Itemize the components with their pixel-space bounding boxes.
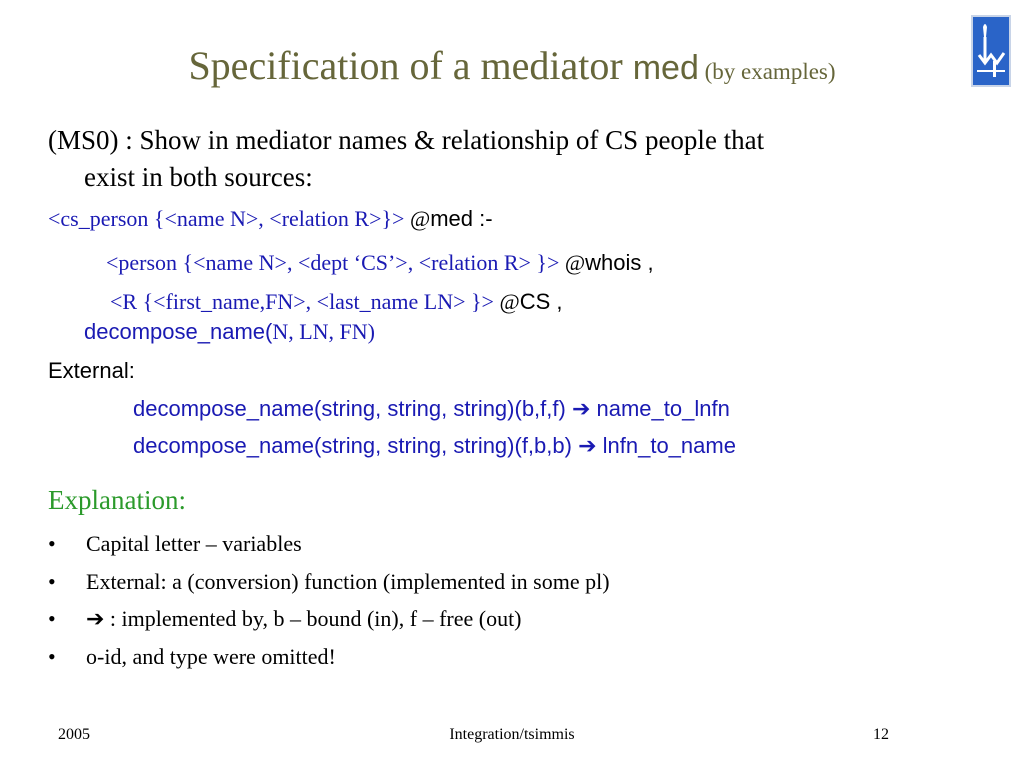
title-main: Specification of a mediator [188,43,633,88]
external-line-1-signature: decompose_name(string, string, string)(b,f,f) [133,396,572,421]
ms0-line-2: exist in both sources: [84,162,313,192]
rule-body-2-pattern: <R {<first_name,FN>, <last_name LN> }> [110,289,500,314]
footer-year: 2005 [58,726,90,743]
list-item [48,531,302,557]
list-item [48,644,336,670]
institution-logo-icon [971,15,1011,87]
rule-body-2-source: CS , [519,289,563,314]
list-item-text: External: a (conversion) function (implemented in some pl) [86,569,610,594]
list-item [48,569,610,595]
arrow-right-icon: ➔ [578,433,597,458]
external-line-1 [133,396,730,422]
page-number: 12 [873,726,889,743]
rule-body-2-at: @ [499,289,520,314]
list-item [48,606,522,632]
external-line-2-name: lnfn_to_name [596,433,736,458]
external-line-2 [133,433,736,459]
ms0-line-1: (MS0) : Show in mediator names & relationship of CS people that [48,125,765,155]
rule-head-source: med :- [430,206,493,231]
rule-head-at: @ [409,206,431,231]
arrow-right-icon: ➔ [571,396,591,421]
rule-body-3 [84,319,375,345]
bullet-icon: • [48,569,56,594]
external-label: External: [48,358,135,383]
bullet-icon: • [48,644,56,669]
external-line-2-signature: decompose_name(string, string, string)(f,b,b) [133,433,579,458]
external-line-1-name: name_to_lnfn [590,396,730,421]
rule-head-pattern: <cs_person {<name N>, <relation R>}> [48,206,410,231]
title-subtitle: (by examples) [698,59,836,84]
rule-body-1-pattern: <person {<name N>, <dept ‘CS’>, <relation R> }> [106,250,565,275]
title-code: med [632,49,699,87]
list-item-text: Capital letter – variables [86,531,302,556]
rule-body-3-args: N, LN, FN) [272,319,376,344]
rule-body-1-source: whois , [585,250,654,275]
bullet-icon: • [48,606,56,631]
bullet-icon: • [48,531,56,556]
list-item-text: o-id, and type were omitted! [86,644,336,669]
slide-title [0,38,1024,100]
rule-head [48,206,493,232]
rule-body-1 [106,250,654,276]
footer-title: Integration/tsimmis [449,726,575,743]
explanation-heading: Explanation: [48,485,186,515]
rule-body-2 [110,289,563,315]
rule-body-3-function: decompose_name( [84,319,273,344]
list-item-text: ➔ : implemented by, b – bound (in), f – free (out) [86,606,522,631]
rule-body-1-at: @ [564,250,586,275]
